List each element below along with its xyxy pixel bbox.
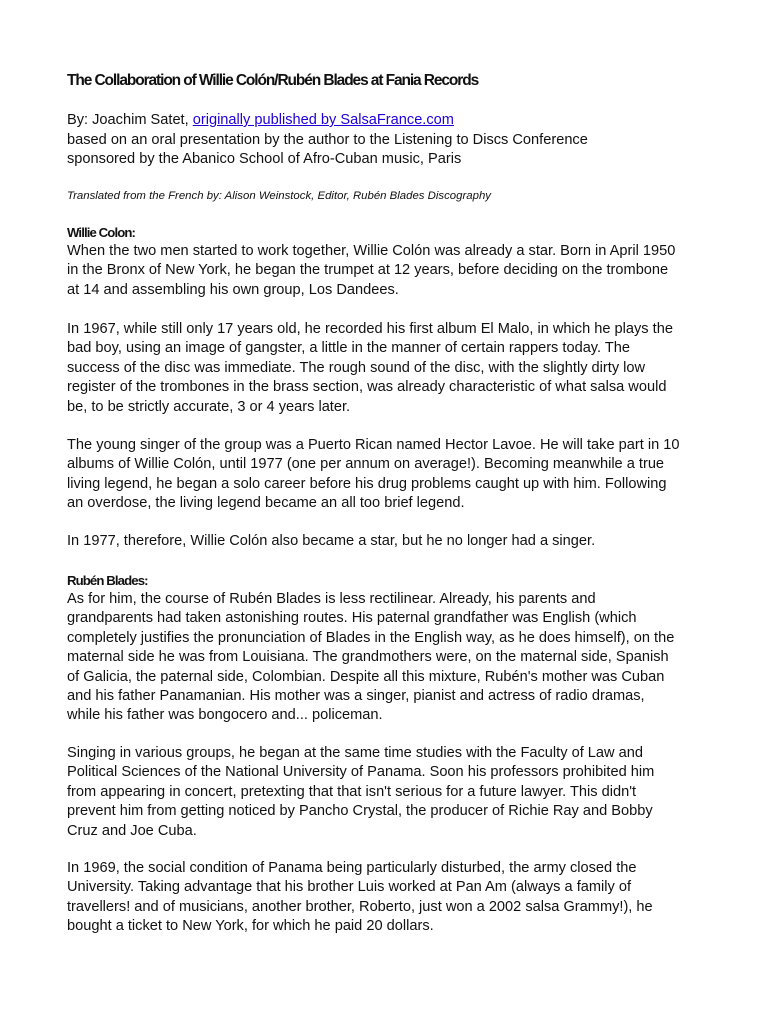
text-line: and his father Panamanian. His mother was a singer, pianist and actress of radio dramas,: [67, 688, 645, 705]
text-line: grandparents had taken astonishing routes. His paternal grandfather was English (which: [67, 610, 637, 627]
text-line: register of the trombones in the brass section, was already characteristic of what salsa would: [67, 379, 667, 396]
text-line: an overdose, the living legend became an all too brief legend.: [67, 495, 465, 512]
source-link[interactable]: originally published by SalsaFrance.com: [192, 112, 454, 128]
paragraph: [67, 436, 707, 514]
text-line: In 1969, the social condition of Panama being particularly disturbed, the army closed the: [67, 860, 637, 876]
text-line: As for him, the course of Rubén Blades is less rectilinear. Already, his parents and: [67, 591, 596, 607]
byline-line-2: based on an oral presentation by the author to the Listening to Discs Conference: [67, 131, 588, 148]
text-line: In 1967, while still only 17 years old, he recorded his first album El Malo, in which he plays the: [67, 321, 673, 337]
text-line: The young singer of the group was a Puerto Rican named Hector Lavoe. He will take part in 10: [67, 437, 680, 453]
paragraph: [67, 590, 707, 726]
text-line: completely justifies the pronunciation of Blades in the English way, as he does himself), on the: [67, 629, 675, 646]
paragraph: [67, 532, 707, 551]
text-line: success of the disc was immediate. The rough sound of the disc, with the slightly dirty low: [67, 359, 646, 376]
text-line: while his father was bongocero and... policeman.: [67, 707, 383, 724]
text-line: of Galicia, the paternal side, Colombian. Despite all this mixture, Rubén's mother was Cuban: [67, 668, 665, 685]
byline-line-1: [67, 111, 727, 131]
text-line: Cruz and Joe Cuba.: [67, 822, 197, 839]
section-heading-willie-colon: Willie Colon:: [67, 225, 136, 240]
text-line: Political Sciences of the National University of Panama. Soon his professors prohibited him: [67, 764, 655, 781]
byline: [67, 111, 727, 170]
text-line: at 14 and assembling his own group, Los Dandees.: [67, 281, 399, 298]
byline-line-3: sponsored by the Abanico School of Afro-Cuban music, Paris: [67, 151, 462, 167]
text-line: When the two men started to work together, Willie Colón was already a star. Born in April 1950: [67, 243, 676, 259]
text-line: bad boy, using an image of gangster, a little in the manner of certain rappers today. The: [67, 340, 631, 357]
text-line: Singing in various groups, he began at the same time studies with the Faculty of Law and: [67, 745, 643, 761]
text-line: travellers! and of musicians, another brother, Roberto, just won a 2002 salsa Grammy!), he: [67, 898, 653, 915]
text-line: In 1977, therefore, Willie Colón also became a star, but he no longer had a singer.: [67, 533, 596, 549]
text-line: maternal side he was from Louisiana. The grandmothers were, on the maternal side, Spanish: [67, 649, 669, 666]
text-line: prevent him from getting noticed by Pancho Crystal, the producer of Richie Ray and Bobby: [67, 803, 653, 820]
paragraph: [67, 320, 707, 417]
text-line: albums of Willie Colón, until 1977 (one per annum on average!). Becoming meanwhile a true: [67, 456, 665, 473]
text-line: University. Taking advantage that his brother Luis worked at Pan Am (always a family of: [67, 879, 632, 896]
text-line: from appearing in concert, pretexting that that isn't serious for a future lawyer. This didn't: [67, 783, 637, 800]
paragraph: [67, 744, 707, 841]
text-line: bought a ticket to New York, for which he paid 20 dollars.: [67, 918, 434, 935]
section-heading-ruben-blades: Rubén Blades:: [67, 573, 148, 588]
text-line: be, to be strictly accurate, 3 or 4 years later.: [67, 398, 351, 415]
text-line: in the Bronx of New York, he began the trumpet at 12 years, before deciding on the trombone: [67, 262, 669, 279]
text-line: living legend, he began a solo career before his drug problems caught up with him. Following: [67, 475, 667, 492]
paragraph: [67, 242, 707, 300]
translation-note: Translated from the French by: Alison Weinstock, Editor, Rubén Blades Discography: [67, 190, 491, 202]
document-title: The Collaboration of Willie Colón/Rubén Blades at Fania Records: [67, 72, 479, 89]
paragraph: [67, 859, 707, 937]
byline-author: By: Joachim Satet,: [67, 112, 193, 128]
